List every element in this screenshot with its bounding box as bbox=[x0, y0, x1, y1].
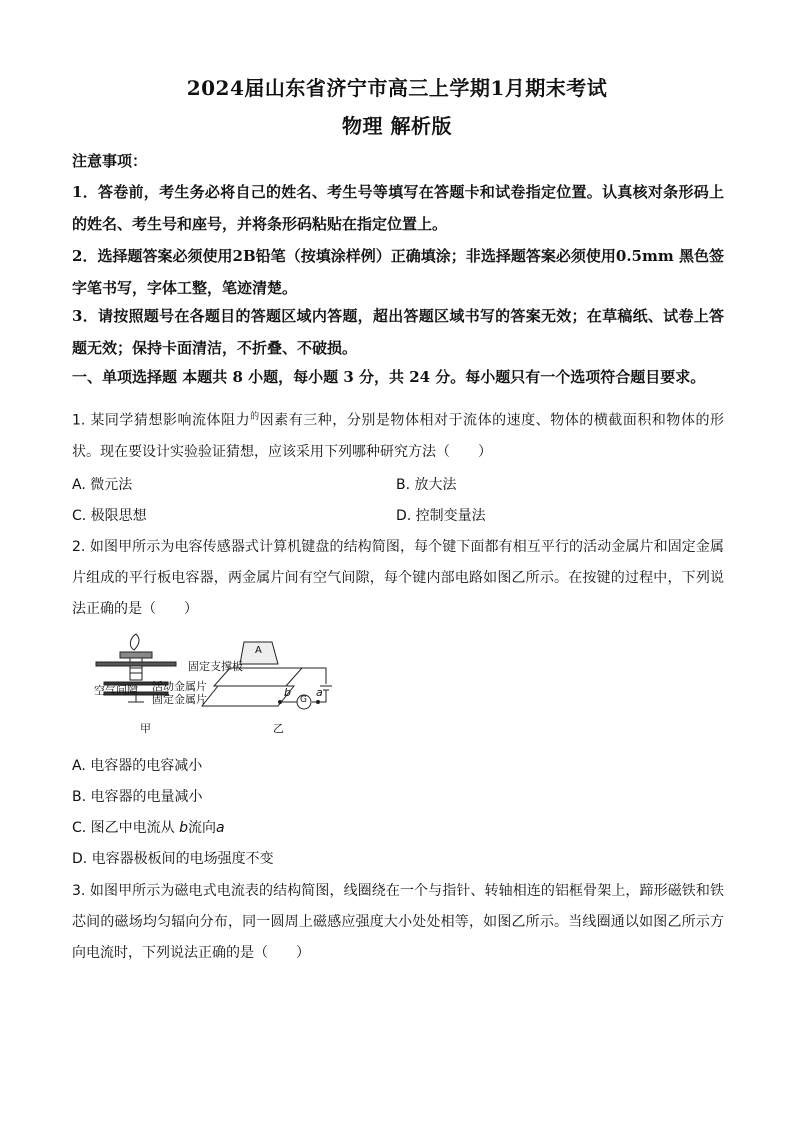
label-moving-metal: 活动金属片 bbox=[152, 680, 207, 693]
figure-yi bbox=[202, 642, 332, 709]
fixed-support-plate bbox=[96, 662, 176, 666]
finger-shape bbox=[130, 634, 139, 650]
section-title: 一、单项选择题 本题共 8 小题，每小题 3 分，共 24 分。每小题只有一个选项符合题目要求。 bbox=[72, 368, 706, 386]
q2-option-b: B. 电容器的电量减小 bbox=[72, 789, 203, 805]
exam-subtitle: 物理 解析版 bbox=[342, 114, 452, 138]
question-1-stem-superscript: 的 bbox=[250, 412, 260, 422]
label-galvanometer: G bbox=[300, 695, 307, 705]
caption-yi: 乙 bbox=[273, 722, 284, 735]
question-3-stem: 3. 如图甲所示为磁电式电流表的结构简图，线圈绕在一个与指针、转轴相连的铝框骨架上，蹄形磁铁和铁芯间的磁场均匀辐向分布，同一圆周上磁感应强度大小处处相等，如图乙所示。当线圈通以如图乙所示方向电流时，下列说法正确的是（ ） bbox=[72, 883, 724, 961]
key-cap bbox=[120, 652, 152, 658]
note-item-1: 1．答卷前，考生务必将自己的姓名、考生号等填写在答题卡和试卷指定位置。认真核对条形码上的姓名、考生号和座号，并将条形码粘贴在指定位置上。 bbox=[72, 183, 724, 233]
notes-heading: 注意事项： bbox=[72, 152, 148, 170]
note-item-2: 2．选择题答案必须使用2B铅笔（按填涂样例）正确填涂；非选择题答案必须使用0.5mm 黑色签字笔书写，字体工整，笔迹清楚。 bbox=[72, 247, 724, 297]
exam-title: 2024届山东省济宁市高三上学期1月期末考试 bbox=[186, 76, 608, 100]
q1-option-a: A. 微元法 bbox=[72, 477, 133, 493]
question-1-stem bbox=[72, 402, 724, 468]
label-point-a: a bbox=[316, 686, 323, 699]
question-2-stem: 2. 如图甲所示为电容传感器式计算机键盘的结构简图，每个键下面都有相互平行的活动金属片和固定金属片组成的平行板电容器，两金属片间有空气间隙，每个键内部电路如图乙所示。在按键的过程中，下列说法正确的是（ ） bbox=[72, 539, 724, 617]
question-1-stem-part-a: 1. 某同学猜想影响流体阻力 bbox=[72, 412, 251, 429]
wire-top bbox=[302, 668, 326, 684]
question-2-figure bbox=[90, 628, 350, 738]
key-stem bbox=[130, 658, 142, 680]
q2-option-c-text: C. 图乙中电流从 bbox=[72, 820, 175, 836]
q2-option-c-mid: 流向 bbox=[188, 820, 217, 836]
q1-option-c: C. 极限思想 bbox=[72, 508, 147, 524]
q2-option-c-b: b bbox=[179, 820, 189, 836]
label-fixed-metal: 固定金属片 bbox=[152, 693, 207, 706]
q2-option-a: A. 电容器的电容减小 bbox=[72, 758, 203, 774]
label-key-a: A bbox=[255, 645, 262, 656]
q2-option-c bbox=[72, 817, 225, 837]
q1-option-b: B. 放大法 bbox=[396, 477, 457, 493]
label-fixed-support: 固定支撑板 bbox=[188, 660, 243, 673]
label-point-b: b bbox=[284, 686, 291, 699]
q2-option-d: D. 电容器极板间的电场强度不变 bbox=[72, 851, 274, 867]
label-air-gap: 空气间隙 bbox=[94, 684, 138, 697]
q2-option-c-a: a bbox=[216, 820, 225, 836]
note-item-3: 3．请按照题号在各题目的答题区域内答题，超出答题区域书写的答案无效；在草稿纸、试卷上答题无效；保持卡面清洁，不折叠、不破损。 bbox=[72, 307, 724, 357]
question-1-stem-part-b: 因素有三种，分别是物体相对于流体的速度、物体的横截面积和物体的形状。现在要设计实验验证猜想，应该采用下列哪种研究方法（ ） bbox=[72, 412, 724, 460]
caption-jia: 甲 bbox=[140, 722, 151, 735]
q1-option-d: D. 控制变量法 bbox=[396, 508, 486, 524]
